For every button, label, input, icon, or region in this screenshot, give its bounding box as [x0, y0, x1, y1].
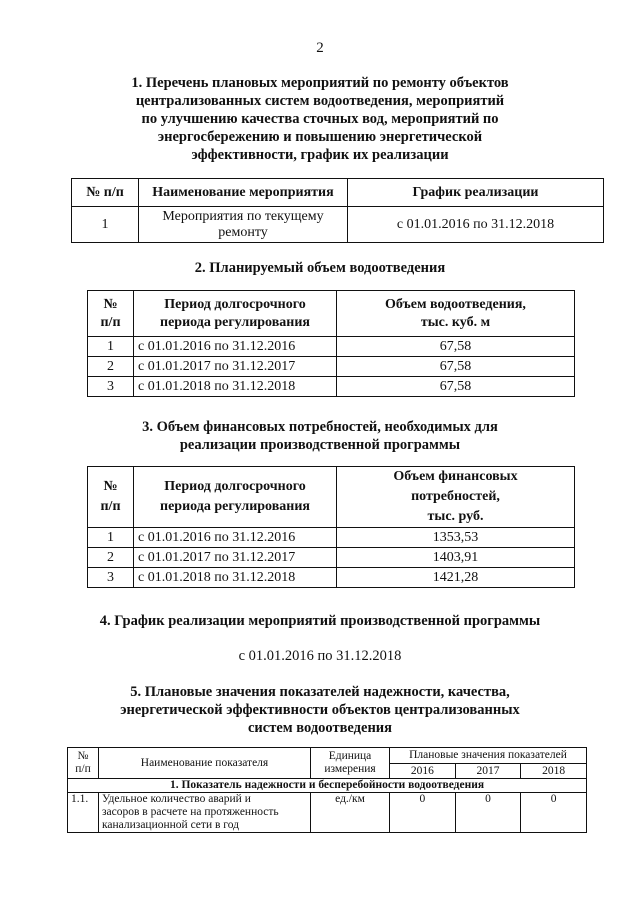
row-unit: ед./км — [311, 793, 390, 833]
header-value-line: потребностей, — [411, 489, 500, 504]
row-period: с 01.01.2017 по 31.12.2017 — [134, 548, 337, 568]
section5-title-line: систем водоотведения — [247, 720, 393, 736]
table-row — [88, 528, 575, 548]
header-num-line: п/п — [75, 763, 91, 775]
row-period: с 01.01.2016 по 31.12.2016 — [134, 528, 337, 548]
section5-table — [67, 747, 587, 833]
page-number: 2 — [316, 40, 324, 56]
header-name: Наименование показателя — [99, 748, 311, 779]
row-name-line: Удельное количество аварий и — [102, 793, 251, 805]
section1-title-line: централизованных систем водоотведения, мероприятий — [135, 93, 505, 109]
header-num-line: № — [103, 296, 118, 312]
header-period-line: Период долгосрочного — [164, 479, 306, 494]
section1-title-line: энергосбережению и повышению энергетической — [157, 129, 483, 145]
section3-table — [87, 466, 575, 588]
row-num: 2 — [88, 357, 134, 377]
row-num: 3 — [88, 568, 134, 588]
row-period: с 01.01.2016 по 31.12.2016 — [134, 337, 337, 357]
row-value: 1353,53 — [337, 528, 575, 548]
row-num: 3 — [88, 377, 134, 397]
header-num — [68, 748, 99, 779]
row-name-line: Мероприятия по текущему — [162, 208, 324, 224]
row-schedule: с 01.01.2016 по 31.12.2018 — [348, 207, 604, 243]
section1-title-line: по улучшению качества сточных вод, мероприятий по — [141, 111, 499, 127]
header-num-line: № — [103, 479, 118, 494]
section1-title — [70, 74, 570, 164]
section3-title — [70, 418, 570, 454]
header-value — [337, 291, 575, 337]
section1-title-line: 1. Перечень плановых мероприятий по ремонту объектов — [131, 75, 509, 91]
section5-title-line: 5. Плановые значения показателей надежности, качества, — [130, 684, 510, 700]
section5-title — [70, 683, 570, 737]
header-year: 2016 — [390, 764, 456, 779]
section4-title: 4. График реализации мероприятий производственной программы — [99, 613, 541, 629]
table-row — [68, 793, 587, 833]
row-period: с 01.01.2018 по 31.12.2018 — [134, 568, 337, 588]
row-period: с 01.01.2018 по 31.12.2018 — [134, 377, 337, 397]
header-num — [88, 291, 134, 337]
header-year: 2017 — [455, 764, 521, 779]
table-row — [72, 207, 604, 243]
row-num: 1 — [88, 337, 134, 357]
header-name: Наименование мероприятия — [139, 179, 348, 207]
header-plan: Плановые значения показателей — [390, 748, 587, 764]
header-period — [134, 467, 337, 528]
row-value: 0 — [455, 793, 521, 833]
row-period: с 01.01.2017 по 31.12.2017 — [134, 357, 337, 377]
header-unit — [311, 748, 390, 779]
table-row — [88, 337, 575, 357]
header-period-line: периода регулирования — [160, 499, 310, 514]
header-value-line: Объем финансовых — [393, 469, 518, 484]
row-name-line: ремонту — [218, 224, 268, 240]
row-value: 67,58 — [337, 377, 575, 397]
row-value: 1421,28 — [337, 568, 575, 588]
header-year: 2018 — [521, 764, 587, 779]
row-num: 1.1. — [68, 793, 99, 833]
header-unit-line: Единица — [328, 750, 372, 762]
row-num: 2 — [88, 548, 134, 568]
header-unit-line: измерения — [324, 763, 376, 775]
section2-title: 2. Планируемый объем водоотведения — [194, 260, 446, 276]
row-name — [99, 793, 311, 833]
row-value: 0 — [390, 793, 456, 833]
header-num-line: № — [77, 750, 89, 762]
row-value: 0 — [521, 793, 587, 833]
row-num: 1 — [72, 207, 139, 243]
row-name — [139, 207, 348, 243]
section2-table — [87, 290, 575, 397]
row-num: 1 — [88, 528, 134, 548]
header-value — [337, 467, 575, 528]
section3-title-line: реализации производственной программы — [179, 437, 461, 453]
header-num-line: п/п — [100, 499, 121, 514]
header-num — [88, 467, 134, 528]
header-schedule: График реализации — [348, 179, 604, 207]
table-row — [88, 377, 575, 397]
section1-table — [71, 178, 604, 243]
section5-title-line: энергетической эффективности объектов централизованных — [120, 702, 520, 718]
section3-title-line: 3. Объем финансовых потребностей, необходимых для — [142, 419, 498, 435]
row-name-line: канализационной сети в год — [102, 819, 239, 831]
header-value-line: тыс. куб. м — [420, 314, 491, 330]
row-value: 67,58 — [337, 357, 575, 377]
header-num: № п/п — [72, 179, 139, 207]
table-row — [88, 548, 575, 568]
row-name-line: засоров в расчете на протяженность — [102, 806, 279, 818]
row-value: 67,58 — [337, 337, 575, 357]
header-num-line: п/п — [100, 314, 121, 330]
section4-period: с 01.01.2016 по 31.12.2018 — [238, 648, 402, 664]
header-period — [134, 291, 337, 337]
table-row — [88, 568, 575, 588]
section1-title-line: эффективности, график их реализации — [191, 147, 449, 163]
group-title: 1. Показатель надежности и бесперебойности водоотведения — [68, 779, 587, 793]
header-period-line: Период долгосрочного — [164, 296, 306, 312]
header-value-line: Объем водоотведения, — [385, 296, 526, 312]
row-value: 1403,91 — [337, 548, 575, 568]
header-period-line: периода регулирования — [160, 314, 310, 330]
header-value-line: тыс. руб. — [427, 509, 484, 524]
table-row — [88, 357, 575, 377]
